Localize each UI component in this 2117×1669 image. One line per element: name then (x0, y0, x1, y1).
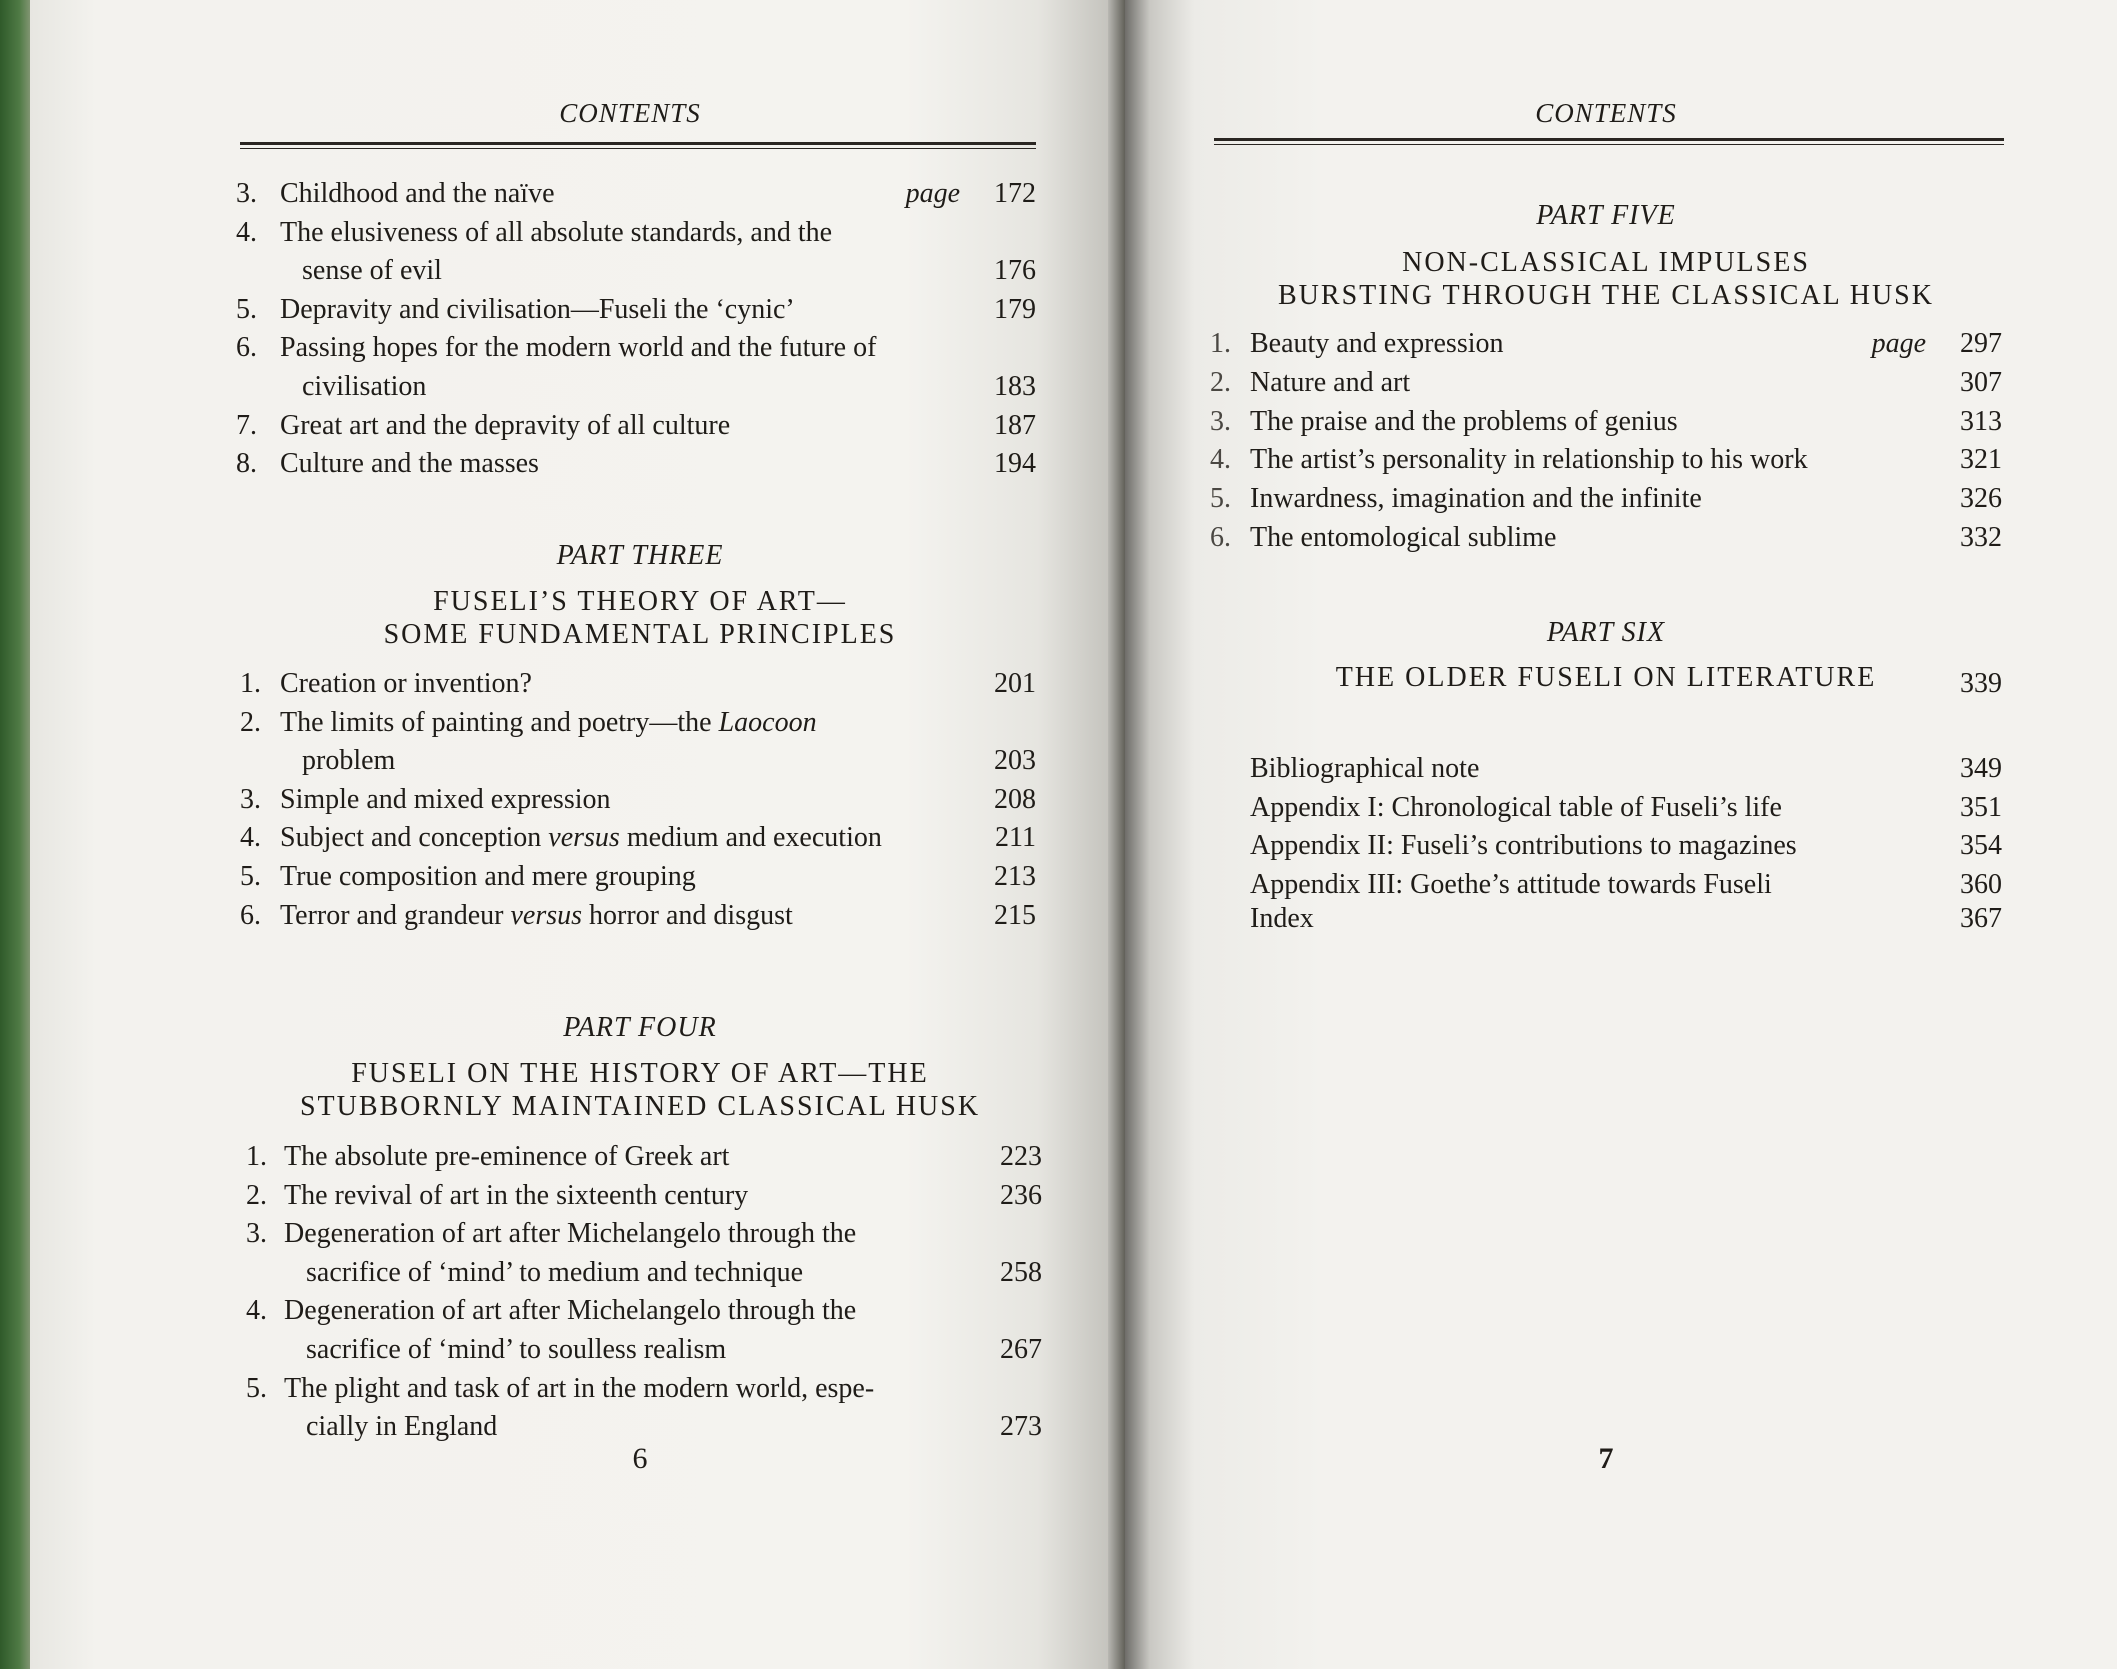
entry-title-line: The revival of art in the sixteenth century (284, 1179, 749, 1211)
page-number: 360 (1960, 868, 2002, 900)
page-number: 339 (1960, 668, 2002, 699)
page-number: 267 (1000, 1334, 1042, 1365)
book-cover-edge (0, 0, 32, 1669)
back-matter-title: Bibliographical note (1250, 753, 1480, 784)
page-number: 208 (994, 783, 1036, 815)
page-number: 332 (1960, 522, 2002, 553)
part-subtitle: NON-CLASSICAL IMPULSES (1402, 247, 1810, 278)
left-header-rule (240, 142, 1036, 149)
entry-title-line: Nature and art (1250, 366, 1411, 398)
left-folio: 6 (632, 1442, 648, 1475)
page-number: 321 (1960, 444, 2002, 476)
entry-title-line: sacrifice of ‘mind’ to soulless realism (306, 1334, 727, 1365)
entry-title-line: problem (302, 745, 396, 777)
entry-number: 4. (236, 216, 257, 248)
page-number: 211 (995, 822, 1036, 854)
entry-title-line: cially in England (306, 1411, 498, 1443)
page-number: 213 (994, 861, 1036, 892)
right-folio: 7 (1598, 1442, 1614, 1475)
entry-number: 6. (240, 899, 261, 931)
part-title: PART THREE (556, 540, 724, 571)
page-number: 194 (994, 448, 1036, 480)
page-number: 349 (1960, 753, 2002, 784)
page-number: 176 (994, 255, 1036, 287)
entry-number: 6. (236, 332, 257, 364)
page-number: 187 (994, 409, 1036, 441)
page-number: 223 (1000, 1141, 1042, 1172)
entry-title-line: The artist’s personality in relationship to his work (1250, 444, 1808, 476)
part-subtitle: FUSELI ON THE HISTORY OF ART—THE (351, 1058, 929, 1089)
page-number: 236 (1000, 1179, 1042, 1211)
right-header-rule (1214, 138, 2004, 145)
entry-number: 1. (1210, 328, 1231, 359)
entry-title-line: The entomological sublime (1250, 522, 1557, 553)
entry-title-line: sense of evil (302, 255, 442, 287)
entry-title-line: The praise and the problems of genius (1250, 405, 1678, 437)
entry-title-line: Culture and the masses (280, 448, 539, 480)
entry-title-line: Creation or invention? (280, 668, 532, 699)
page-label: page (1871, 328, 1926, 359)
page-number: 313 (1960, 405, 2002, 437)
entry-number: 1. (240, 668, 261, 699)
page-number: 258 (1000, 1256, 1042, 1288)
entry-number: 3. (236, 178, 257, 209)
page-number: 179 (994, 293, 1036, 325)
page-number: 351 (1960, 791, 2002, 823)
page-number: 297 (1960, 328, 2002, 359)
entry-number: 3. (1210, 405, 1231, 437)
entry-title-line: Depravity and civilisation—Fuseli the ‘cynic’ (280, 293, 795, 325)
part-title: PART FIVE (1536, 200, 1676, 231)
entry-number: 6. (1210, 522, 1231, 553)
entry-number: 4. (1210, 444, 1231, 476)
entry-title-line: Simple and mixed expression (280, 783, 611, 815)
page-number: 307 (1960, 366, 2002, 398)
part-subtitle: FUSELI’S THEORY OF ART— (433, 586, 847, 617)
entry-number: 5. (240, 861, 261, 892)
part-subtitle: BURSTING THROUGH THE CLASSICAL HUSK (1278, 280, 1934, 311)
entry-number: 4. (246, 1295, 267, 1327)
entry-number: 1. (246, 1141, 267, 1172)
entry-number: 2. (246, 1179, 267, 1211)
entry-title-line: Passing hopes for the modern world and the future of (280, 332, 877, 364)
page-number: 326 (1960, 483, 2002, 515)
page-number: 354 (1960, 830, 2002, 862)
entry-title-line: The absolute pre-eminence of Greek art (284, 1141, 730, 1172)
entry-title-line: The limits of painting and poetry—the Laocoon (280, 706, 817, 738)
entry-number: 7. (236, 409, 257, 441)
entry-title-line: The plight and task of art in the modern world, espe- (284, 1372, 875, 1404)
entry-number: 2. (1210, 366, 1231, 398)
page-label: page (905, 178, 960, 209)
entry-number: 8. (236, 448, 257, 480)
entry-number: 4. (240, 822, 261, 854)
right-running-head: CONTENTS (1535, 98, 1677, 128)
page-number: 215 (994, 899, 1036, 931)
part-subtitle: STUBBORNLY MAINTAINED CLASSICAL HUSK (299, 1091, 981, 1122)
entry-title-line: sacrifice of ‘mind’ to medium and technique (306, 1256, 804, 1288)
entry-title-line: Great art and the depravity of all culture (280, 409, 731, 441)
page-number: 203 (994, 745, 1036, 777)
entry-number: 5. (1210, 483, 1231, 515)
entry-title-line: Terror and grandeur versus horror and disgust (280, 899, 793, 931)
entry-number: 5. (236, 293, 257, 325)
page-number: 172 (994, 178, 1036, 209)
entry-title-line: The elusiveness of all absolute standards, and the (280, 216, 833, 248)
part-title: PART SIX (1546, 617, 1666, 648)
page-number: 367 (1960, 903, 2002, 935)
entry-number: 3. (240, 783, 261, 815)
entry-title-line: Childhood and the naïve (280, 178, 555, 209)
entry-title-line: True composition and mere grouping (280, 861, 696, 892)
page-number: 273 (1000, 1411, 1042, 1443)
back-matter-title: Index (1250, 903, 1314, 935)
entry-number: 3. (246, 1218, 267, 1250)
entry-number: 2. (240, 706, 261, 738)
entry-title-line: Degeneration of art after Michelangelo through the (284, 1295, 857, 1327)
part-subtitle: THE OLDER FUSELI ON LITERATURE (1335, 662, 1877, 693)
back-matter-title: Appendix II: Fuseli’s contributions to magazines (1250, 830, 1797, 862)
entry-title-line: Subject and conception versus medium and execution (280, 822, 882, 854)
page-number: 183 (994, 371, 1036, 402)
entry-title-line: civilisation (302, 371, 427, 402)
entry-title-line: Beauty and expression (1250, 328, 1504, 359)
back-matter-title: Appendix III: Goethe’s attitude towards Fuseli (1250, 868, 1772, 900)
entry-title-line: Inwardness, imagination and the infinite (1250, 483, 1702, 515)
part-title: PART FOUR (563, 1012, 717, 1043)
back-matter-title: Appendix I: Chronological table of Fuseli’s life (1250, 791, 1782, 823)
entry-title-line: Degeneration of art after Michelangelo through the (284, 1218, 857, 1250)
page-number: 201 (994, 668, 1036, 699)
part-subtitle: SOME FUNDAMENTAL PRINCIPLES (383, 619, 897, 650)
entry-number: 5. (246, 1372, 267, 1404)
left-running-head: CONTENTS (559, 98, 701, 128)
